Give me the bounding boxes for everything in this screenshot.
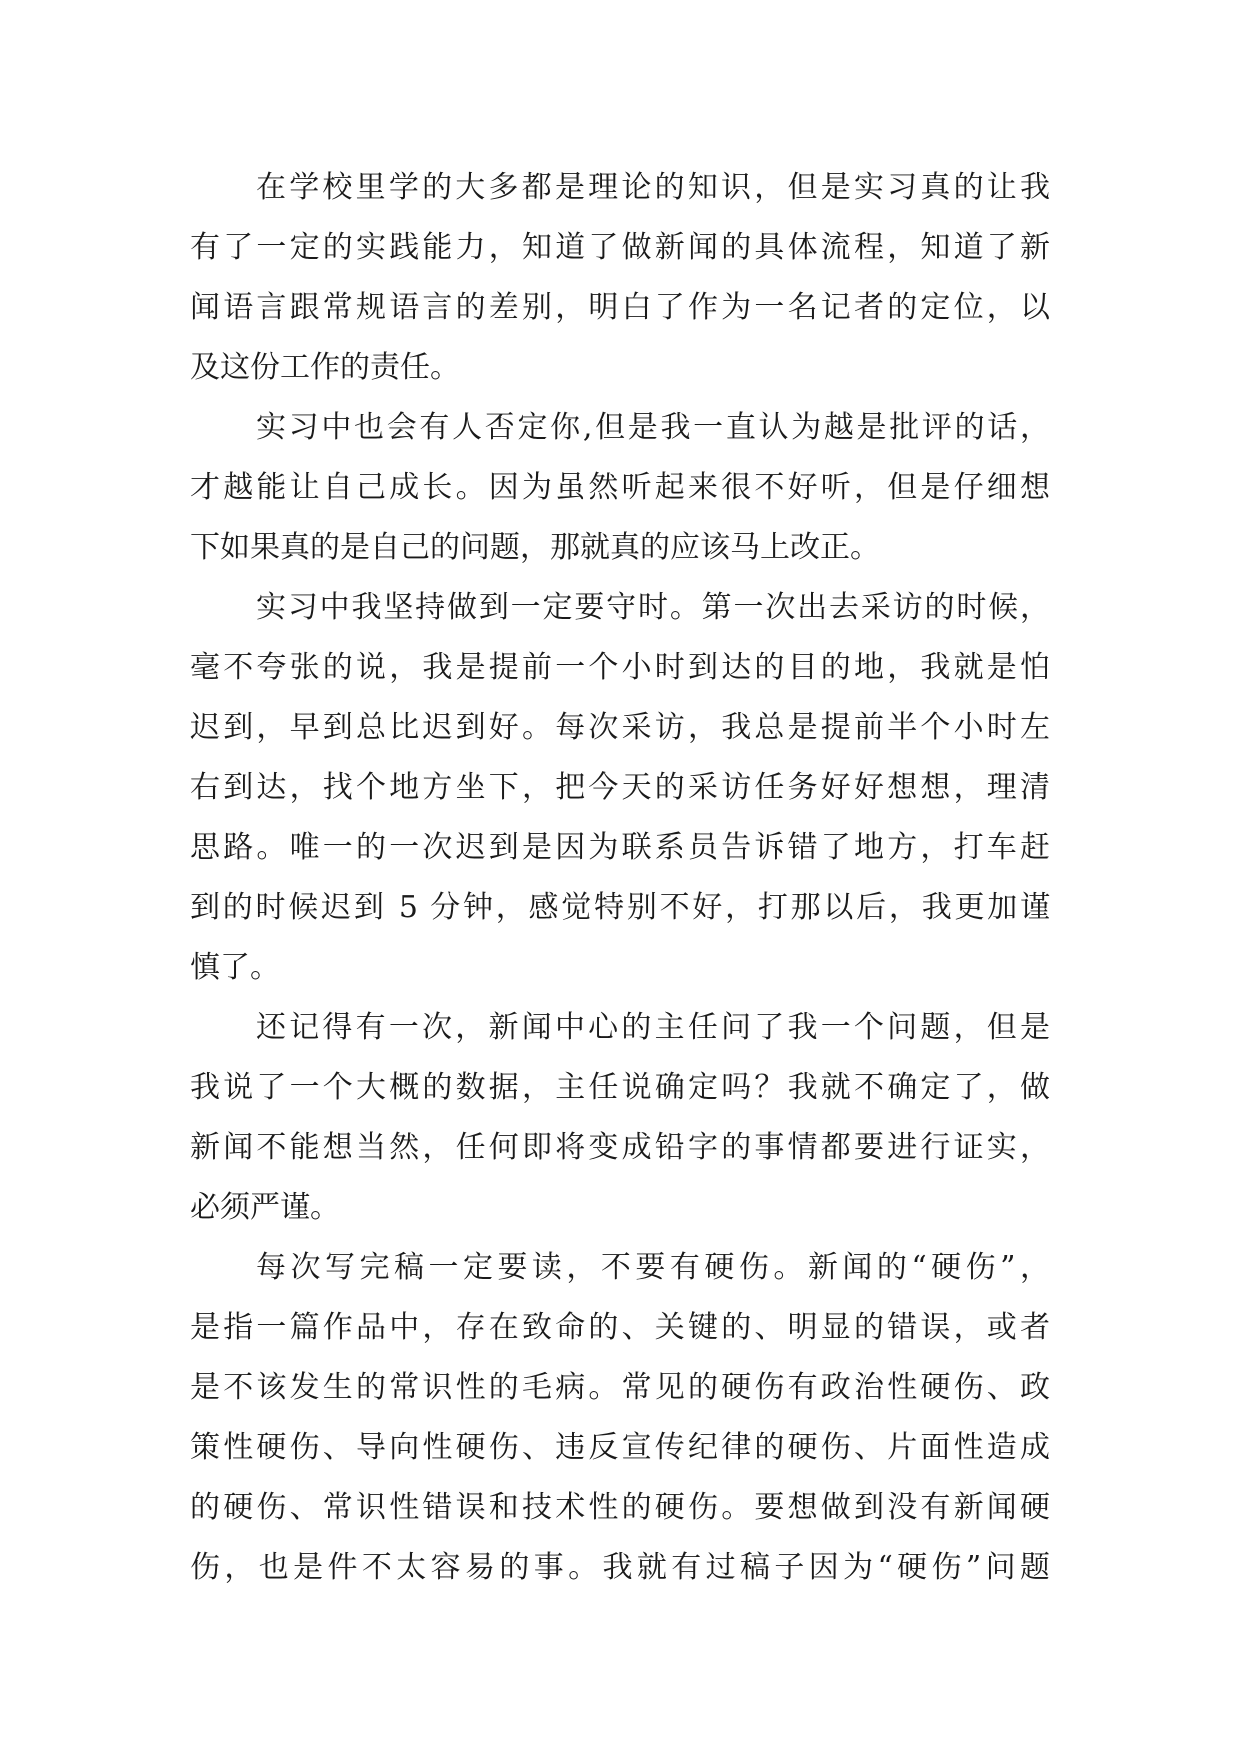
paragraph-3 bbox=[190, 578, 1050, 998]
text-line: 策性硬伤、导向性硬伤、违反宣传纪律的硬伤、片面性造成 bbox=[190, 1430, 1050, 1465]
text-line: 伤，也是件不太容易的事。我就有过稿子因为“硬伤”问题 bbox=[190, 1550, 1050, 1585]
text-line: 下如果真的是自己的问题，那就真的应该马上改正。 bbox=[190, 530, 880, 565]
text-line: 右到达，找个地方坐下，把今天的采访任务好好想想，理清 bbox=[190, 770, 1050, 805]
text-line: 闻语言跟常规语言的差别，明白了作为一名记者的定位，以 bbox=[190, 290, 1050, 325]
text-line: 毫不夸张的说，我是提前一个小时到达的目的地，我就是怕 bbox=[190, 650, 1050, 685]
text-line: 还记得有一次，新闻中心的主任问了我一个问题，但是 bbox=[256, 1010, 1050, 1045]
text-line: 到的时候迟到 5 分钟，感觉特别不好，打那以后，我更加谨 bbox=[190, 890, 1050, 925]
text-line: 实习中我坚持做到一定要守时。第一次出去采访的时候， bbox=[256, 590, 1050, 625]
text-line: 慎了。 bbox=[190, 950, 280, 985]
text-line: 有了一定的实践能力，知道了做新闻的具体流程，知道了新 bbox=[190, 230, 1050, 265]
paragraph-2 bbox=[190, 398, 1050, 578]
paragraph-4 bbox=[190, 998, 1050, 1238]
text-line: 新闻不能想当然，任何即将变成铅字的事情都要进行证实， bbox=[190, 1130, 1050, 1165]
text-line: 及这份工作的责任。 bbox=[190, 350, 460, 385]
text-line: 是不该发生的常识性的毛病。常见的硬伤有政治性硬伤、政 bbox=[190, 1370, 1050, 1405]
text-line: 我说了一个大概的数据，主任说确定吗？我就不确定了，做 bbox=[190, 1070, 1050, 1105]
text-line: 的硬伤、常识性错误和技术性的硬伤。要想做到没有新闻硬 bbox=[190, 1490, 1050, 1525]
document-body bbox=[190, 158, 1050, 1598]
text-line: 实习中也会有人否定你,但是我一直认为越是批评的话， bbox=[256, 410, 1050, 445]
text-line: 每次写完稿一定要读，不要有硬伤。新闻的“硬伤”， bbox=[256, 1250, 1050, 1285]
text-line: 才越能让自己成长。因为虽然听起来很不好听，但是仔细想 bbox=[190, 470, 1050, 505]
text-line: 迟到，早到总比迟到好。每次采访，我总是提前半个小时左 bbox=[190, 710, 1050, 745]
text-line: 思路。唯一的一次迟到是因为联系员告诉错了地方，打车赶 bbox=[190, 830, 1050, 865]
text-line: 是指一篇作品中，存在致命的、关键的、明显的错误，或者 bbox=[190, 1310, 1050, 1345]
paragraph-1 bbox=[190, 158, 1050, 398]
text-line: 在学校里学的大多都是理论的知识，但是实习真的让我 bbox=[256, 170, 1050, 205]
paragraph-5 bbox=[190, 1238, 1050, 1598]
text-line: 必须严谨。 bbox=[190, 1190, 340, 1225]
